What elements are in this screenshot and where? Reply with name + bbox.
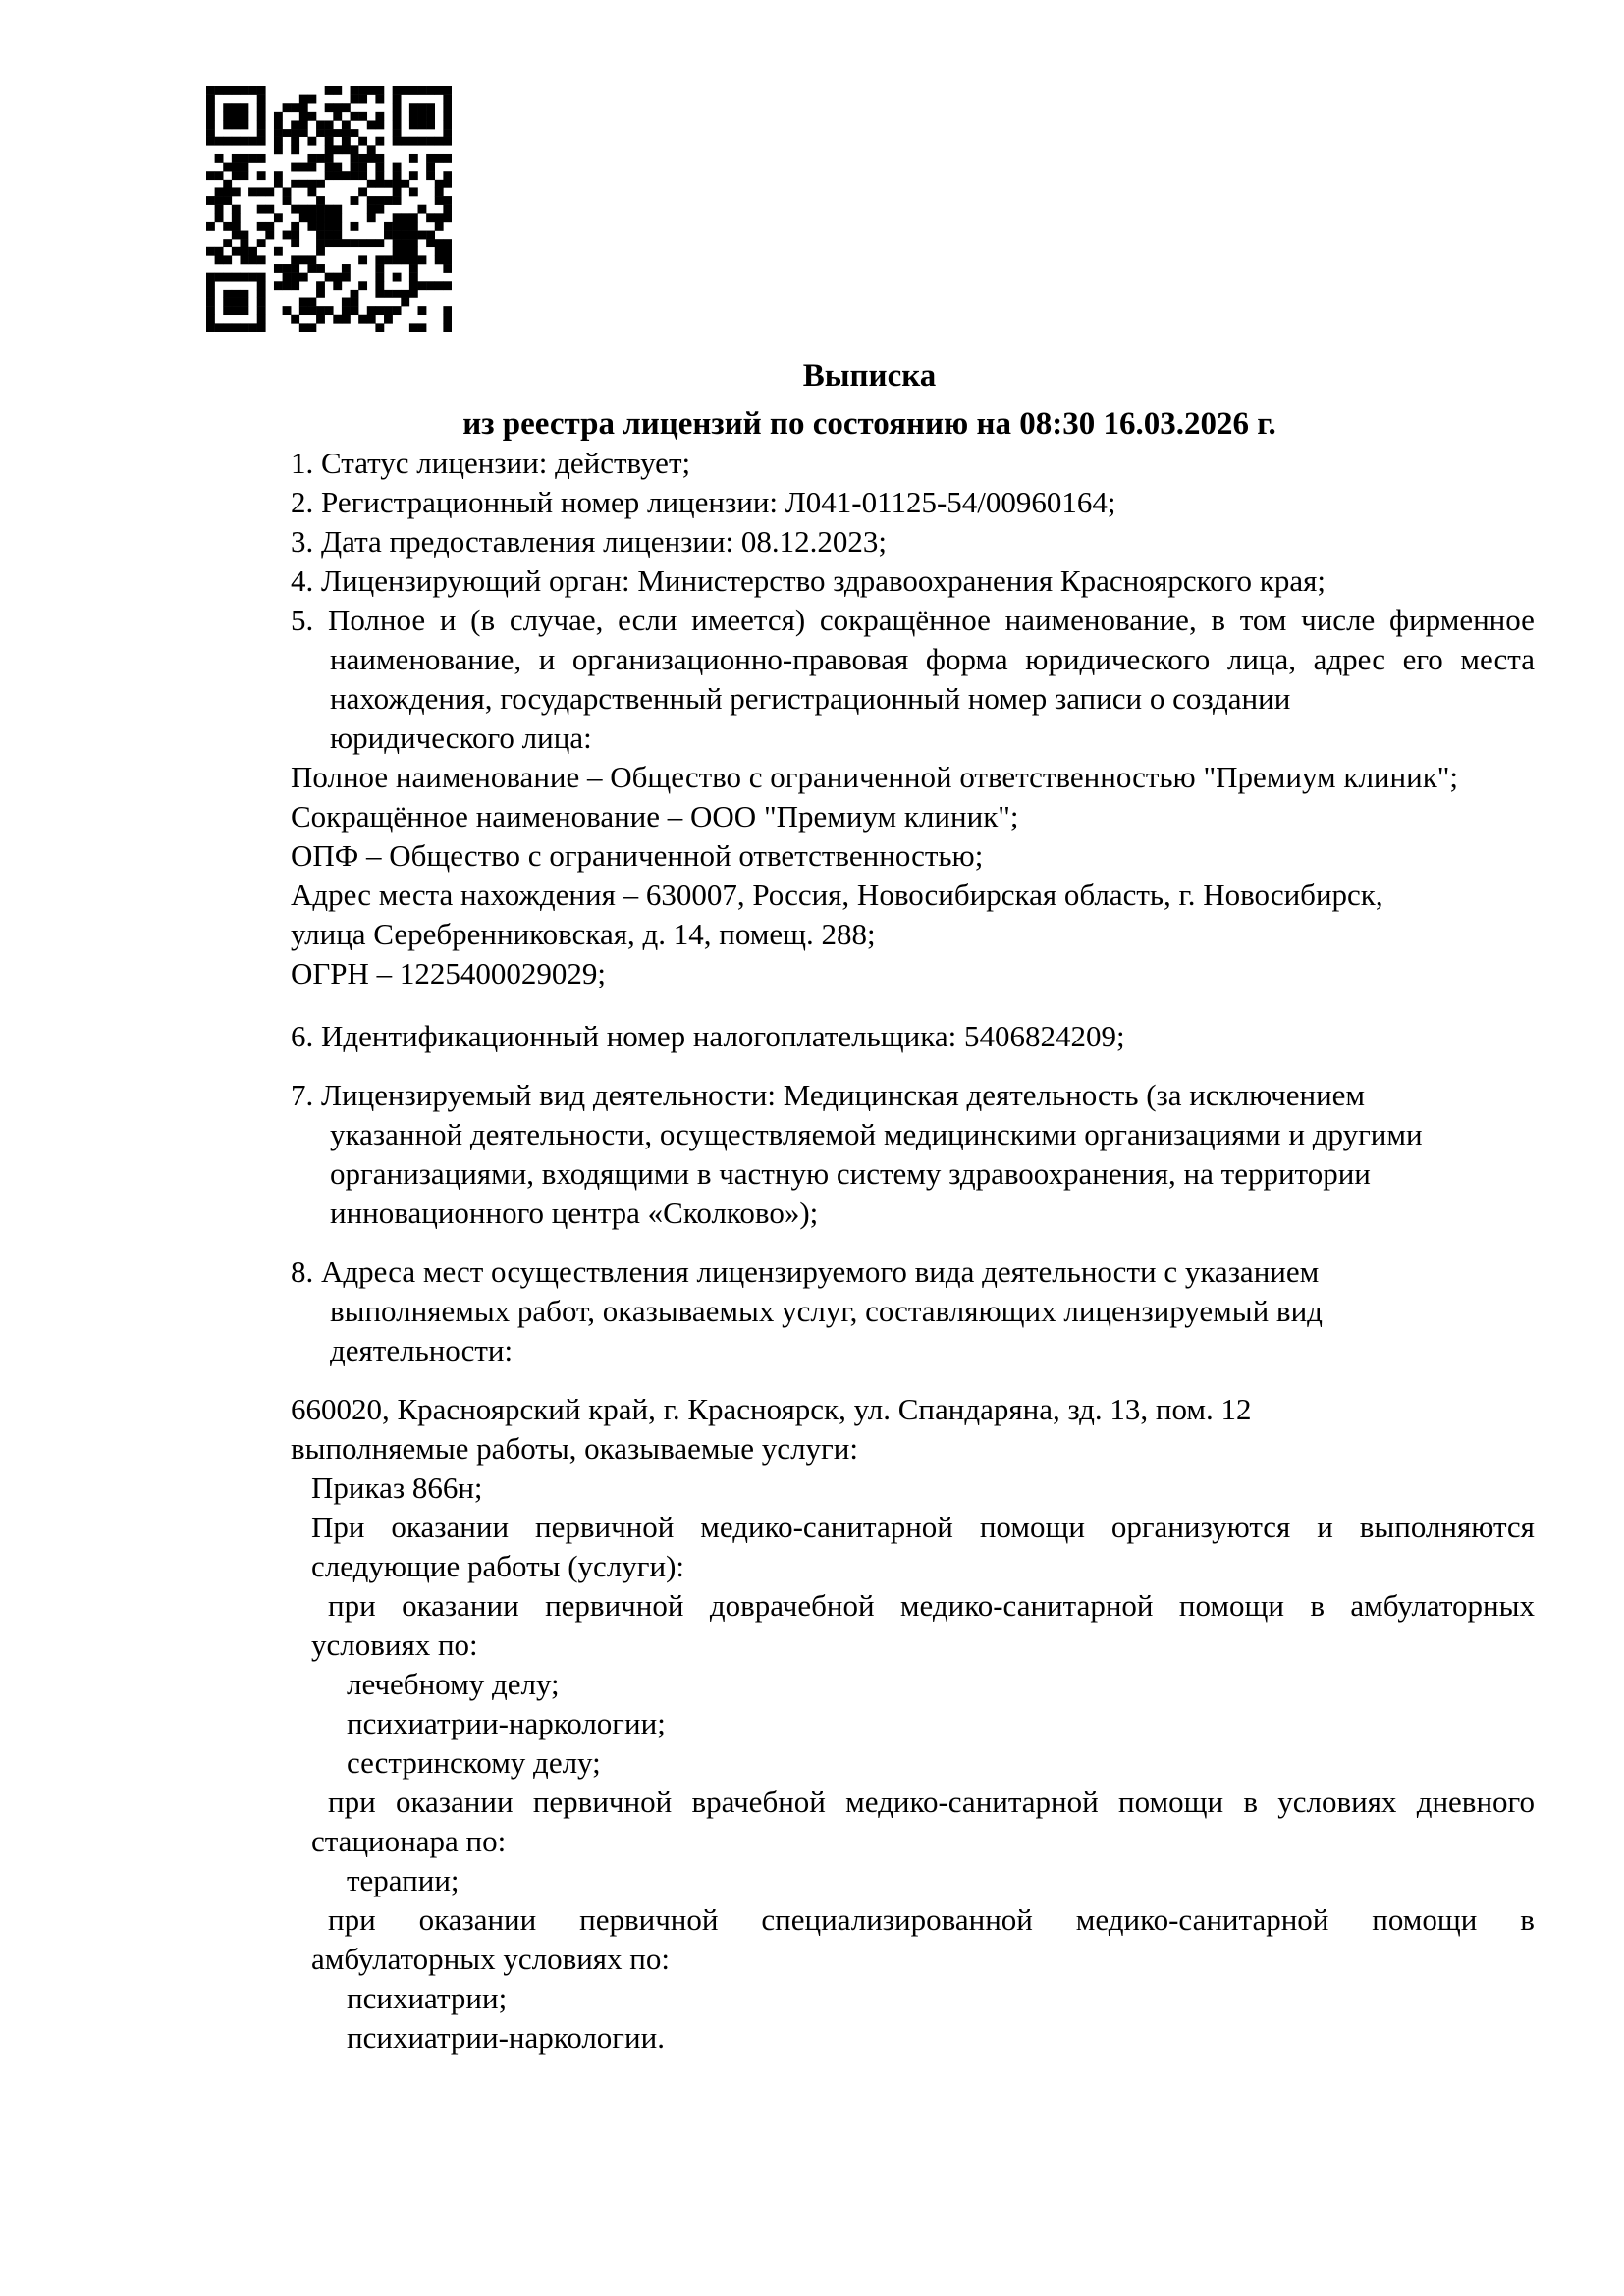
doc-line: следующие работы (услуги): bbox=[311, 1549, 685, 1583]
doc-line: Приказ 866н; bbox=[311, 1470, 483, 1505]
doc-line: При оказании первичной медико-санитарной помощи организуются и выполняются bbox=[311, 1510, 1535, 1544]
document-title: Выписка bbox=[802, 358, 937, 394]
doc-line: юридического лица: bbox=[330, 721, 592, 755]
doc-line: психиатрии; bbox=[347, 1981, 508, 2015]
doc-line: инновационного центра «Сколково»); bbox=[330, 1196, 819, 1230]
doc-line: при оказании первичной врачебной медико-санитарной помощи в условиях дневного bbox=[328, 1785, 1535, 1819]
doc-line: выполняемых работ, оказываемых услуг, составляющих лицензируемый вид bbox=[330, 1294, 1323, 1328]
doc-line: 660020, Красноярский край, г. Красноярск, ул. Спандаряна, зд. 13, пом. 12 bbox=[291, 1392, 1252, 1426]
doc-line: указанной деятельности, осуществляемой медицинскими организациями и другими bbox=[330, 1117, 1423, 1151]
doc-line: 5. Полное и (в случае, если имеется) сокращённое наименование, в том числе фирменное bbox=[291, 603, 1535, 637]
doc-line: ОГРН – 1225400029029; bbox=[291, 956, 607, 990]
doc-line: лечебному делу; bbox=[347, 1667, 560, 1701]
doc-line: ОПФ – Общество с ограниченной ответственностью; bbox=[291, 838, 984, 873]
doc-line: амбулаторных условиях по: bbox=[311, 1942, 671, 1976]
doc-line: 6. Идентификационный номер налогоплательщика: 5406824209; bbox=[291, 1019, 1125, 1053]
qr-code bbox=[206, 86, 452, 332]
doc-line: при оказании первичной специализированной медико-санитарной помощи в bbox=[328, 1902, 1535, 1937]
doc-line: выполняемые работы, оказываемые услуги: bbox=[291, 1431, 858, 1466]
doc-line: деятельности: bbox=[330, 1333, 514, 1367]
document-body bbox=[291, 444, 1535, 2057]
doc-line: Адрес места нахождения – 630007, Россия, Новосибирская область, г. Новосибирск, bbox=[291, 878, 1383, 912]
doc-line: нахождения, государственный регистрационный номер записи о создании bbox=[330, 681, 1291, 716]
doc-line: условиях по: bbox=[311, 1628, 478, 1662]
doc-line: сестринскому делу; bbox=[347, 1745, 601, 1780]
doc-line: 3. Дата предоставления лицензии: 08.12.2023; bbox=[291, 524, 888, 559]
document-heading bbox=[291, 352, 1535, 449]
doc-line: терапии; bbox=[347, 1863, 460, 1897]
doc-line: 7. Лицензируемый вид деятельности: Медицинская деятельность (за исключением bbox=[291, 1078, 1366, 1112]
doc-line: 1. Статус лицензии: действует; bbox=[291, 446, 691, 480]
doc-line: психиатрии-наркологии. bbox=[347, 2020, 665, 2055]
doc-line: 4. Лицензирующий орган: Министерство здравоохранения Красноярского края; bbox=[291, 563, 1326, 598]
doc-line: 8. Адреса мест осуществления лицензируемого вида деятельности с указанием bbox=[291, 1255, 1320, 1289]
doc-line: при оказании первичной доврачебной медико-санитарной помощи в амбулаторных bbox=[328, 1588, 1535, 1623]
doc-line: 2. Регистрационный номер лицензии: Л041-01125-54/00960164; bbox=[291, 485, 1116, 519]
doc-line: Сокращённое наименование – ООО "Премиум клиник"; bbox=[291, 799, 1019, 833]
doc-line: организациями, входящими в частную систему здравоохранения, на территории bbox=[330, 1156, 1371, 1191]
doc-line: стационара по: bbox=[311, 1824, 507, 1858]
doc-line: Полное наименование – Общество с ограниченной ответственностью "Премиум клиник"; bbox=[291, 760, 1459, 794]
doc-line: наименование, и организационно-правовая форма юридического лица, адрес его места bbox=[330, 642, 1535, 676]
document-content bbox=[291, 352, 1535, 2057]
document-subtitle: из реестра лицензий по состоянию на 08:30 16.03.2026 г. bbox=[462, 406, 1276, 442]
doc-line: психиатрии-наркологии; bbox=[347, 1706, 666, 1740]
doc-line: улица Серебренниковская, д. 14, помещ. 288; bbox=[291, 917, 876, 951]
